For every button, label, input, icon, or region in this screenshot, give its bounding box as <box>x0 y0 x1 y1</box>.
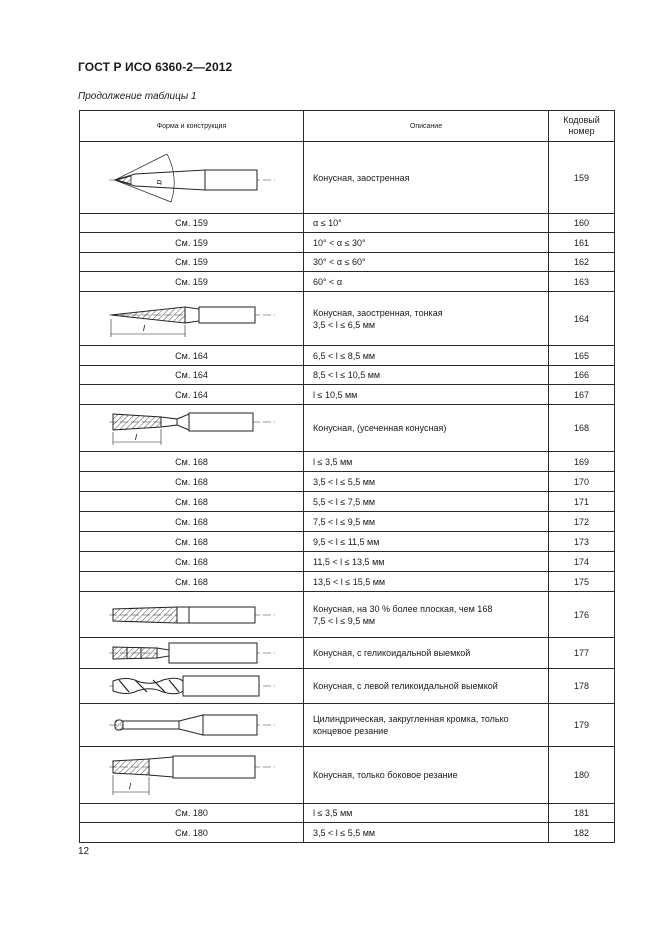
header-code: Кодовый номер <box>549 111 615 142</box>
table-row <box>80 638 615 669</box>
description-line: 8,5 < l ≤ 10,5 мм <box>313 370 381 380</box>
code-number: 174 <box>549 552 615 572</box>
table-row <box>80 214 615 233</box>
description-cell <box>304 638 549 669</box>
description-line: l ≤ 10,5 мм <box>313 389 358 400</box>
form-reference: См. 159 <box>80 233 304 253</box>
cylinder-rounded-edge-icon <box>80 704 304 747</box>
description-line: 13,5 < l ≤ 15,5 мм <box>313 576 386 587</box>
table-row <box>80 385 615 405</box>
code-number: 172 <box>549 512 615 532</box>
description-line: 6,5 < l ≤ 8,5 мм <box>313 350 376 361</box>
cone-side-cutting-icon <box>80 747 304 804</box>
description-line: 3,5 < l ≤ 5,5 мм <box>313 827 376 838</box>
description-line: Конусная, (усеченная конусная) <box>313 423 447 433</box>
cone-flat-icon <box>80 592 304 638</box>
description-line: Конусная, заостренная <box>313 172 410 183</box>
code-number: 159 <box>549 142 615 214</box>
table-row <box>80 452 615 472</box>
description-line: Конусная, с геликоидальной выемкой <box>313 648 471 658</box>
form-reference: См. 164 <box>80 346 304 366</box>
table-row <box>80 142 615 214</box>
description-line: l ≤ 3,5 мм <box>313 456 353 467</box>
code-number: 169 <box>549 452 615 472</box>
svg-text:l: l <box>134 433 137 442</box>
table-row <box>80 472 615 492</box>
code-number: 165 <box>549 346 615 366</box>
description-line: 9,5 < l ≤ 11,5 мм <box>313 536 380 547</box>
table-row <box>80 532 615 552</box>
code-number: 173 <box>549 532 615 552</box>
form-reference: См. 168 <box>80 492 304 512</box>
cone-helical-groove-icon <box>80 638 304 669</box>
description-line: Цилиндрическая, закругленная кромка, только <box>313 714 509 724</box>
svg-text:α: α <box>154 179 164 185</box>
description-line: Конусная, на 30 % более плоская, чем 168 <box>313 603 493 614</box>
form-reference: См. 159 <box>80 214 304 233</box>
description-line: 7,5 < l ≤ 9,5 мм <box>313 516 376 527</box>
form-reference: См. 180 <box>80 823 304 843</box>
cone-truncated-icon <box>80 405 304 452</box>
description-cell <box>304 532 549 552</box>
description-line: 3,5 < l ≤ 5,5 мм <box>313 476 376 487</box>
table-row <box>80 804 615 823</box>
description-cell <box>304 492 549 512</box>
description-line: 11,5 < l ≤ 13,5 мм <box>313 556 385 567</box>
table-row <box>80 823 615 843</box>
description-line: 7,5 < l ≤ 9,5 мм <box>313 615 376 626</box>
form-reference: См. 159 <box>80 272 304 292</box>
description-cell <box>304 452 549 472</box>
table-row <box>80 405 615 452</box>
table-row <box>80 572 615 592</box>
table-row <box>80 272 615 292</box>
document-title: ГОСТ Р ИСО 6360-2—2012 <box>78 60 233 74</box>
table-row <box>80 704 615 747</box>
form-reference: См. 168 <box>80 552 304 572</box>
table-row <box>80 346 615 366</box>
form-reference: См. 168 <box>80 532 304 552</box>
description-line: 5,5 < l ≤ 7,5 мм <box>313 496 376 507</box>
header-description: Описание <box>304 111 549 142</box>
description-cell <box>304 804 549 823</box>
code-number: 178 <box>549 669 615 704</box>
description-cell <box>304 592 549 638</box>
table-row <box>80 253 615 272</box>
description-line: Конусная, заостренная, тонкая <box>313 307 443 318</box>
table-caption: Продолжение таблицы 1 <box>78 91 197 102</box>
code-number: 163 <box>549 272 615 292</box>
description-line: 60° < α <box>313 276 343 287</box>
code-number: 177 <box>549 638 615 669</box>
table-header-row <box>80 111 615 142</box>
description-cell <box>304 346 549 366</box>
code-number: 162 <box>549 253 615 272</box>
table-row <box>80 366 615 385</box>
code-number: 166 <box>549 366 615 385</box>
form-reference: См. 168 <box>80 512 304 532</box>
code-number: 180 <box>549 747 615 804</box>
description-cell <box>304 552 549 572</box>
code-number: 160 <box>549 214 615 233</box>
form-reference: См. 159 <box>80 253 304 272</box>
cone-left-helical-groove-icon <box>80 669 304 704</box>
description-cell <box>304 142 549 214</box>
description-cell <box>304 272 549 292</box>
table-row <box>80 669 615 704</box>
description-line: 10° < α ≤ 30° <box>313 237 366 248</box>
description-cell <box>304 669 549 704</box>
description-cell <box>304 385 549 405</box>
code-number: 168 <box>549 405 615 452</box>
table-row <box>80 512 615 532</box>
description-cell <box>304 572 549 592</box>
description-line: 30° < α ≤ 60° <box>313 257 366 267</box>
form-reference: См. 180 <box>80 804 304 823</box>
code-number: 182 <box>549 823 615 843</box>
description-cell <box>304 214 549 233</box>
code-number: 167 <box>549 385 615 405</box>
description-cell <box>304 233 549 253</box>
form-reference: См. 168 <box>80 572 304 592</box>
code-number: 161 <box>549 233 615 253</box>
description-line: Конусная, с левой геликоидальной выемкой <box>313 681 498 691</box>
header-form: Форма и конструкция <box>80 111 304 142</box>
description-line: концевое резание <box>313 726 389 736</box>
table-row <box>80 492 615 512</box>
description-cell <box>304 292 549 346</box>
description-cell <box>304 747 549 804</box>
bur-shapes-table <box>79 110 615 843</box>
description-line: α ≤ 10° <box>313 218 342 228</box>
code-number: 164 <box>549 292 615 346</box>
code-number: 171 <box>549 492 615 512</box>
description-cell <box>304 704 549 747</box>
form-reference: См. 164 <box>80 366 304 385</box>
table-row <box>80 747 615 804</box>
description-cell <box>304 512 549 532</box>
svg-text:l: l <box>142 323 145 333</box>
page-number: 12 <box>78 846 90 857</box>
description-cell <box>304 472 549 492</box>
code-number: 175 <box>549 572 615 592</box>
code-number: 179 <box>549 704 615 747</box>
table-row <box>80 233 615 253</box>
form-reference: См. 168 <box>80 452 304 472</box>
table-row <box>80 292 615 346</box>
description-line: l ≤ 3,5 мм <box>313 808 353 818</box>
description-line: Конусная, только боковое резание <box>313 770 458 780</box>
table-row <box>80 592 615 638</box>
description-cell <box>304 366 549 385</box>
description-cell <box>304 823 549 843</box>
description-cell <box>304 405 549 452</box>
code-number: 176 <box>549 592 615 638</box>
code-number: 181 <box>549 804 615 823</box>
description-cell <box>304 253 549 272</box>
table-row <box>80 552 615 572</box>
svg-text:l: l <box>128 782 131 791</box>
code-number: 170 <box>549 472 615 492</box>
cone-pointed-angle-icon <box>80 142 304 214</box>
form-reference: См. 168 <box>80 472 304 492</box>
form-reference: См. 164 <box>80 385 304 405</box>
cone-pointed-thin-icon <box>80 292 304 346</box>
description-line: 3,5 < l ≤ 6,5 мм <box>313 319 376 330</box>
